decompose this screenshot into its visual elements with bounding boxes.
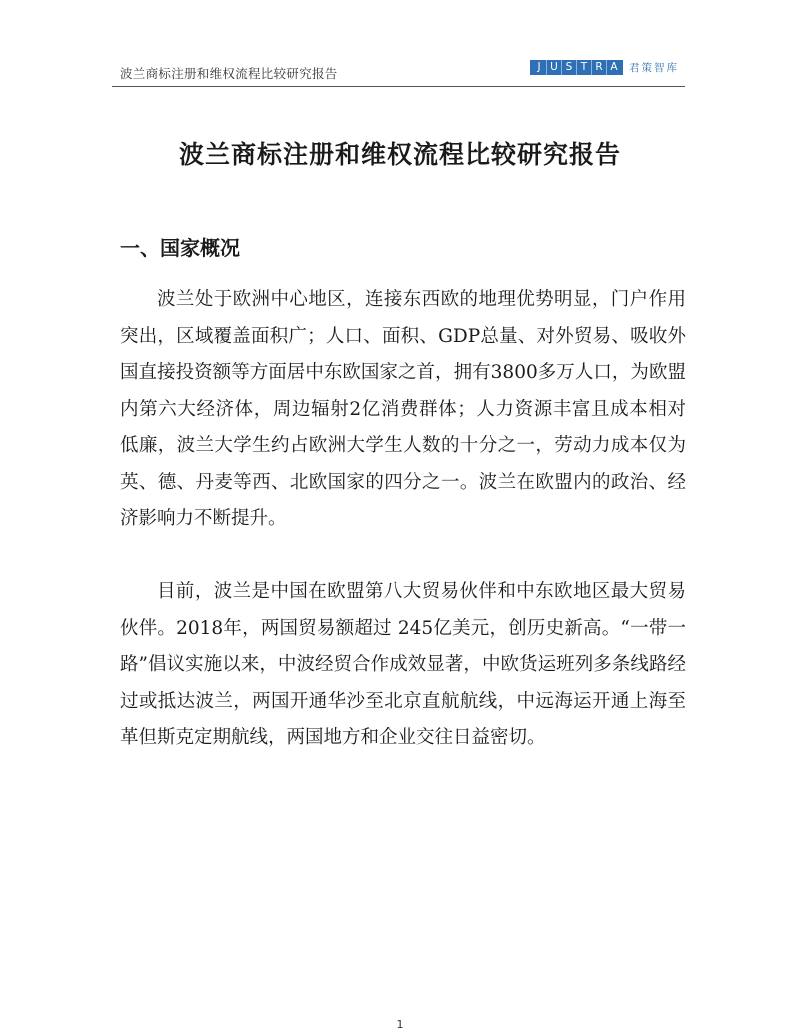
section-heading: 一、国家概况 <box>120 236 240 260</box>
header-title: 波兰商标注册和维权流程比较研究报告 <box>120 66 338 81</box>
document-title: 波兰商标注册和维权流程比较研究报告 <box>178 140 621 169</box>
logo-letter: S <box>562 60 577 75</box>
paragraph: 目前，波兰是中国在欧盟第八大贸易伙伴和中东欧地区最大贸易伙伴。2018年，两国贸易额超过 245亿美元，创历史新高。“一带一路”倡议实施以来，中波经贸合作成效显著，中欧货运班列多条线路经过或抵达波兰，两国开通华沙至北京直航航线，中远海运开通上海至革但斯克定期航线，两国地方和企业交往日益密切。 <box>120 581 686 748</box>
logo-letter: J <box>532 60 547 75</box>
paragraph: 波兰处于欧洲中心地区，连接东西欧的地理优势明显，门户作用突出，区域覆盖面积广；人口、面积、GDP总量、对外贸易、吸收外国直接投资额等方面居中东欧国家之首，拥有3800多万人口，为欧盟内第六大经济体，周边辐射2亿消费群体；人力资源丰富且成本相对低廉，波兰大学生约占欧洲大学生人数的十分之一，劳动力成本仅为英、德、丹麦等西、北欧国家的四分之一。波兰在欧盟内的政治、经济影响力不断提升。 <box>120 289 686 529</box>
logo-chinese-name: 君策智库 <box>629 62 679 74</box>
page-header <box>112 56 685 87</box>
logo-letter: U <box>547 60 562 75</box>
logo-letter: R <box>592 60 607 75</box>
logo-letter: A <box>610 61 618 73</box>
logo-letter: T <box>577 60 592 75</box>
justra-logo <box>530 60 679 75</box>
page-number: 1 <box>396 1018 404 1031</box>
logo-letters <box>530 60 623 75</box>
